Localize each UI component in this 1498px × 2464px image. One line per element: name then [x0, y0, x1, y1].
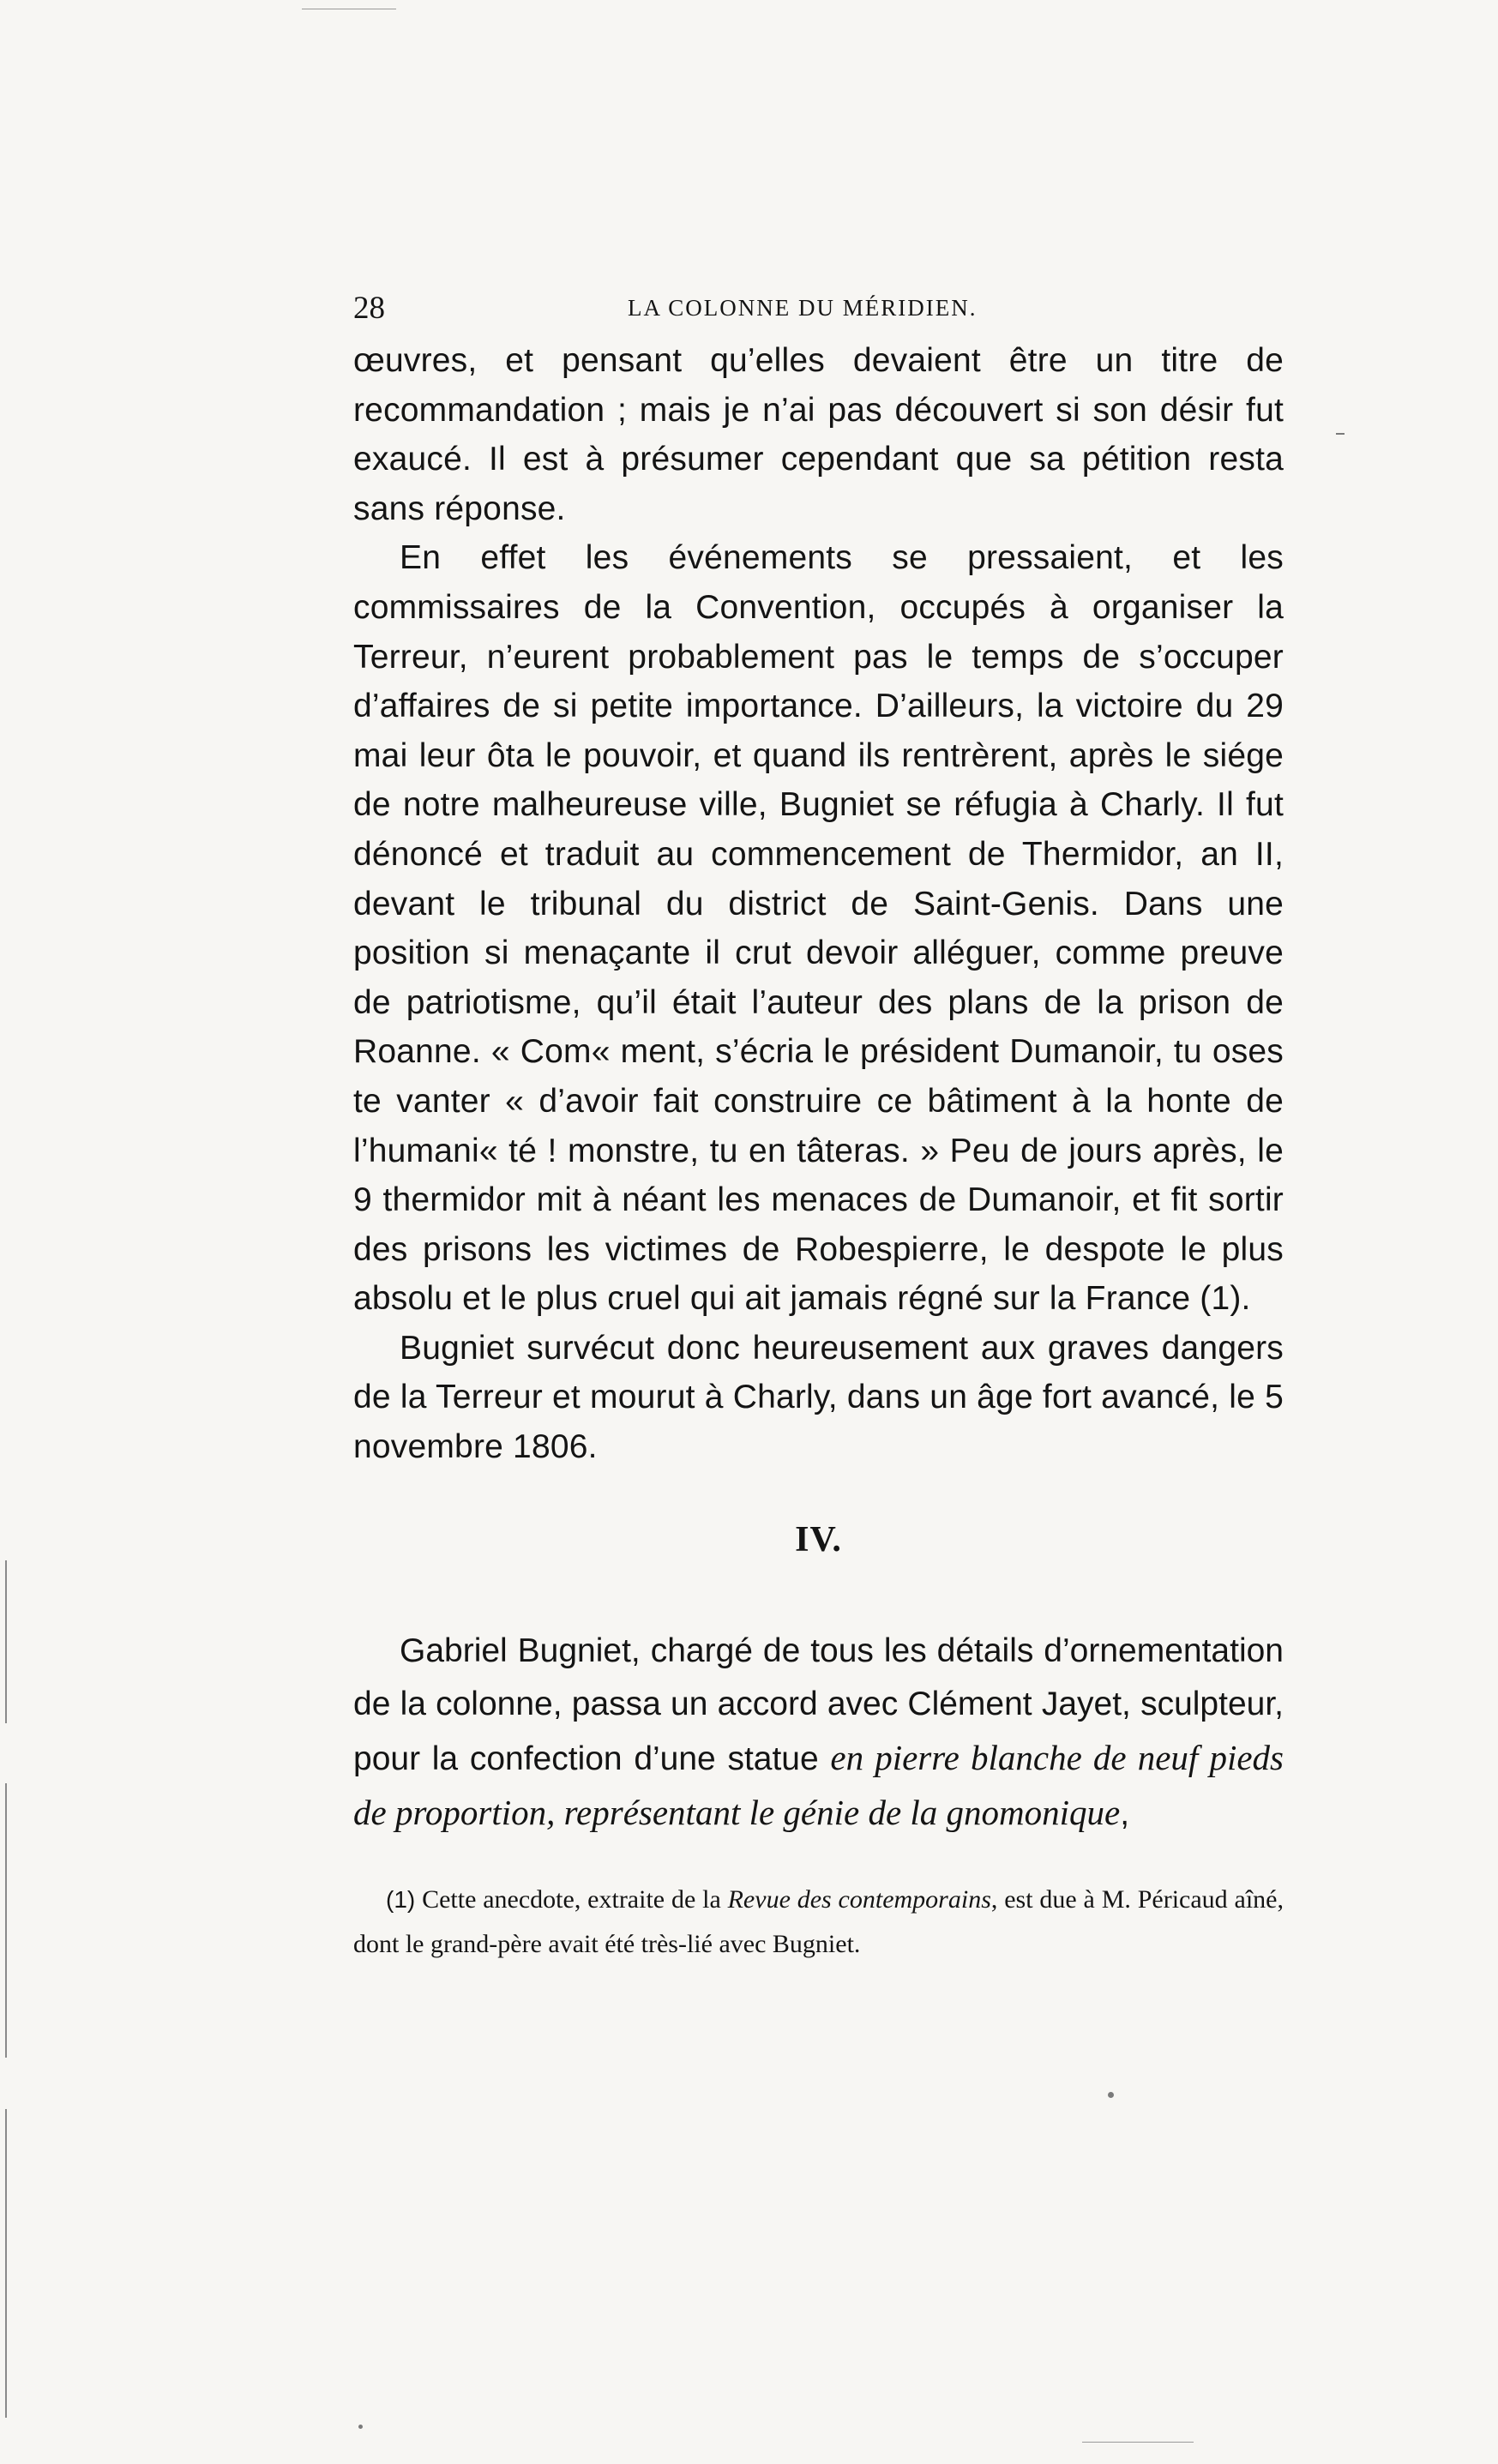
paragraph-continuation: œuvres, et pensant qu’elles devaient être un titre de recommandation ; mais je n’ai pas découvert si son désir fut exaucé. Il est à présumer cependant que sa pétition resta sans réponse. [353, 342, 1284, 527]
running-title: LA COLONNE DU MÉRIDIEN. [628, 295, 978, 321]
paragraph-text: , [1120, 1795, 1130, 1832]
paragraph: En effet les événements se pressaient, et les commissaires de la Convention, occupés à organiser la Terreur, n’eurent probablement pas le temps de s’occuper d’affaires de si petite importance. D’ailleurs, la victoire du 29 mai leur ôta le pouvoir, et quand ils rentrèrent, après le siége de notre malheureuse ville, Bugniet se réfugia à Charly. Il fut dénoncé et traduit au commencement de Thermidor, an II, devant le tribunal du district de Saint-Genis. Dans une position si menaçante il crut devoir alléguer, comme preuve de patriotisme, qu’il était l’auteur des plans de la prison de Roanne. « Com« ment, s’écria le président Dumanoir, tu oses te vanter « d’avoir fait construire ce bâtiment à la honte de l’humani« té ! monstre, tu en tâteras. » Peu de jours après, le 9 thermidor mit à néant les menaces de Dumanoir, et fit sortir des prisons les victimes de Robespierre, le despote le plus absolu et le plus cruel qui ait jamais régné sur la France (1). [353, 539, 1284, 1318]
paragraph-text: Gabriel Bugniet, chargé de tous les détails d’ornementation de la colonne, passa un accord avec Clément Jayet, sculpteur, pour la confection d’une statue [353, 1632, 1284, 1777]
paragraph [353, 1625, 1284, 1841]
footnote-italic: Revue des contemporains [727, 1885, 991, 1914]
body-text [353, 336, 1284, 1472]
scan-artifact-margin-line [5, 1560, 7, 1723]
scan-artifact-margin-line [5, 1783, 7, 2058]
paragraph: Bugniet survécut donc heureusement aux graves dangers de la Terreur et mourut à Charly, dans un âge fort avancé, le 5 novembre 1806. [353, 1329, 1284, 1466]
scan-artifact-margin-line [5, 2109, 7, 2418]
footnote-part: , est due à M. Péricaud aîné, dont le grand-père avait été très-lié avec Bugniet. [353, 1885, 1284, 1958]
scan-artifact-bottom-rule [1082, 2442, 1194, 2443]
scan-artifact-speck [358, 2425, 363, 2429]
page-number: 28 [353, 291, 385, 326]
section-body [353, 1625, 1284, 1841]
footnote-part: Cette anecdote, extraite de la [415, 1885, 728, 1914]
running-head [353, 290, 1284, 333]
paragraph-italic: en pierre blanche de neuf pieds de proportion, représentant le génie de la gnomonique [353, 1738, 1284, 1832]
section-heading: IV. [795, 1520, 842, 1560]
scan-artifact-speck [1336, 433, 1345, 435]
footnote [353, 1878, 1284, 1967]
footnote-text [353, 1878, 1284, 1967]
footnote-marker: (1) [386, 1886, 416, 1913]
scan-artifact-speck [1108, 2092, 1114, 2098]
